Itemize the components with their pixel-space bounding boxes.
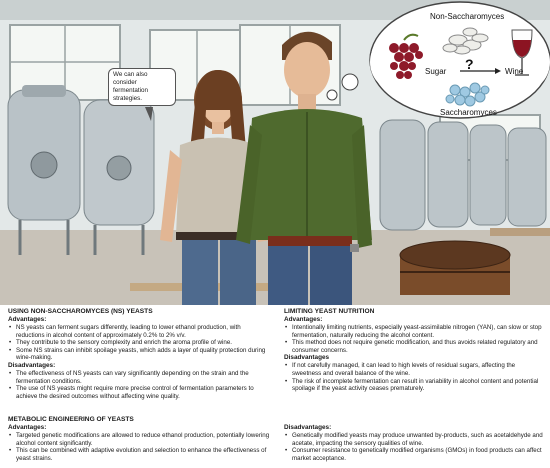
question-mark: ? xyxy=(465,56,474,72)
speech-bubble-text: We can also consider fermentation strategies. xyxy=(113,71,149,102)
list-item: • NS yeasts can ferment sugars differently, leading to lower ethanol production, with reductions in alcohol content of approximately 0.2% to 2% v/v. xyxy=(8,324,270,339)
section-nutrition xyxy=(284,308,544,393)
section-title: LIMITING YEAST NUTRITION xyxy=(284,308,375,315)
advantages-list xyxy=(8,432,272,462)
non-saccharomyces-label: Non-Saccharomyces xyxy=(430,12,505,21)
list-item: • This can be combined with adaptive evolution and selection to enhance the effectiveness of yeast strains. xyxy=(8,447,272,462)
sugar-label: Sugar xyxy=(425,67,447,76)
section-metabolic-disadvantages xyxy=(284,424,544,462)
disadvantages-heading: Disadvantages xyxy=(284,354,330,362)
wine-label: Wine xyxy=(505,67,524,76)
list-item: • Intentionally limiting nutrients, especially yeast-assimilable nitrogen (YAN), can slow or stop fermentation, naturally reducing the alcohol content. xyxy=(284,324,544,339)
list-item: • Targeted genetic modifications are allowed to reduce ethanol production, potentially lowering alcohol content significantly. xyxy=(8,432,272,447)
advantages-heading: Advantages: xyxy=(8,424,47,431)
disadvantages-heading: Disadvantages: xyxy=(284,424,332,431)
section-title: METABOLIC ENGINEERING OF YEASTS xyxy=(8,416,134,423)
list-item: • They contribute to the sensory complexity and enrich the aroma profile of wine. xyxy=(8,339,270,347)
speech-bubble-tail xyxy=(145,107,153,121)
list-item: • Some NS strains can inhibit spoilage yeasts, which adds a layer of quality protection during wine-making. xyxy=(8,347,270,362)
list-item: • The effectiveness of NS yeasts can vary significantly depending on the strain and the fermentation conditions. xyxy=(8,370,270,385)
section-title: USING NON-SACCHAROMYCES (NS) YEASTS xyxy=(8,308,153,315)
speech-bubble xyxy=(108,68,176,106)
list-item: • The risk of incomplete fermentation can result in variability in alcohol content and potential spoilage if the yeast activity ceases prematurely. xyxy=(284,378,544,393)
list-item: • If not carefully managed, it can lead to high levels of residual sugars, affecting the sweetness and overall balance of the wine. xyxy=(284,362,544,377)
advantages-heading: Advantages: xyxy=(284,316,323,323)
section-metabolic xyxy=(8,416,272,462)
disadvantages-list xyxy=(284,362,544,392)
advantages-list xyxy=(284,324,544,354)
list-item: • Consumer resistance to genetically modified organisms (GMOs) in food products can affect market acceptance. xyxy=(284,447,544,462)
list-item: • This method does not require genetic modification, and thus avoids related regulatory and consumer concerns. xyxy=(284,339,544,354)
list-item: • Genetically modified yeasts may produce unwanted by-products, such as acetaldehyde and acetate, impacting the sensory qualities of wine. xyxy=(284,432,544,447)
disadvantages-heading: Disadvantages: xyxy=(8,361,56,369)
section-ns xyxy=(8,308,270,400)
disadvantages-list xyxy=(284,432,544,462)
advantages-heading: Advantages: xyxy=(8,316,47,323)
saccharomyces-label: Saccharomyces xyxy=(440,108,497,117)
advantages-list xyxy=(8,324,270,362)
disadvantages-list xyxy=(8,370,270,400)
list-item: • The use of NS yeasts might require more precise control of fermentation parameters to achieve the desired outcomes without affecting wine quality. xyxy=(8,385,270,400)
text-panel xyxy=(0,305,550,468)
